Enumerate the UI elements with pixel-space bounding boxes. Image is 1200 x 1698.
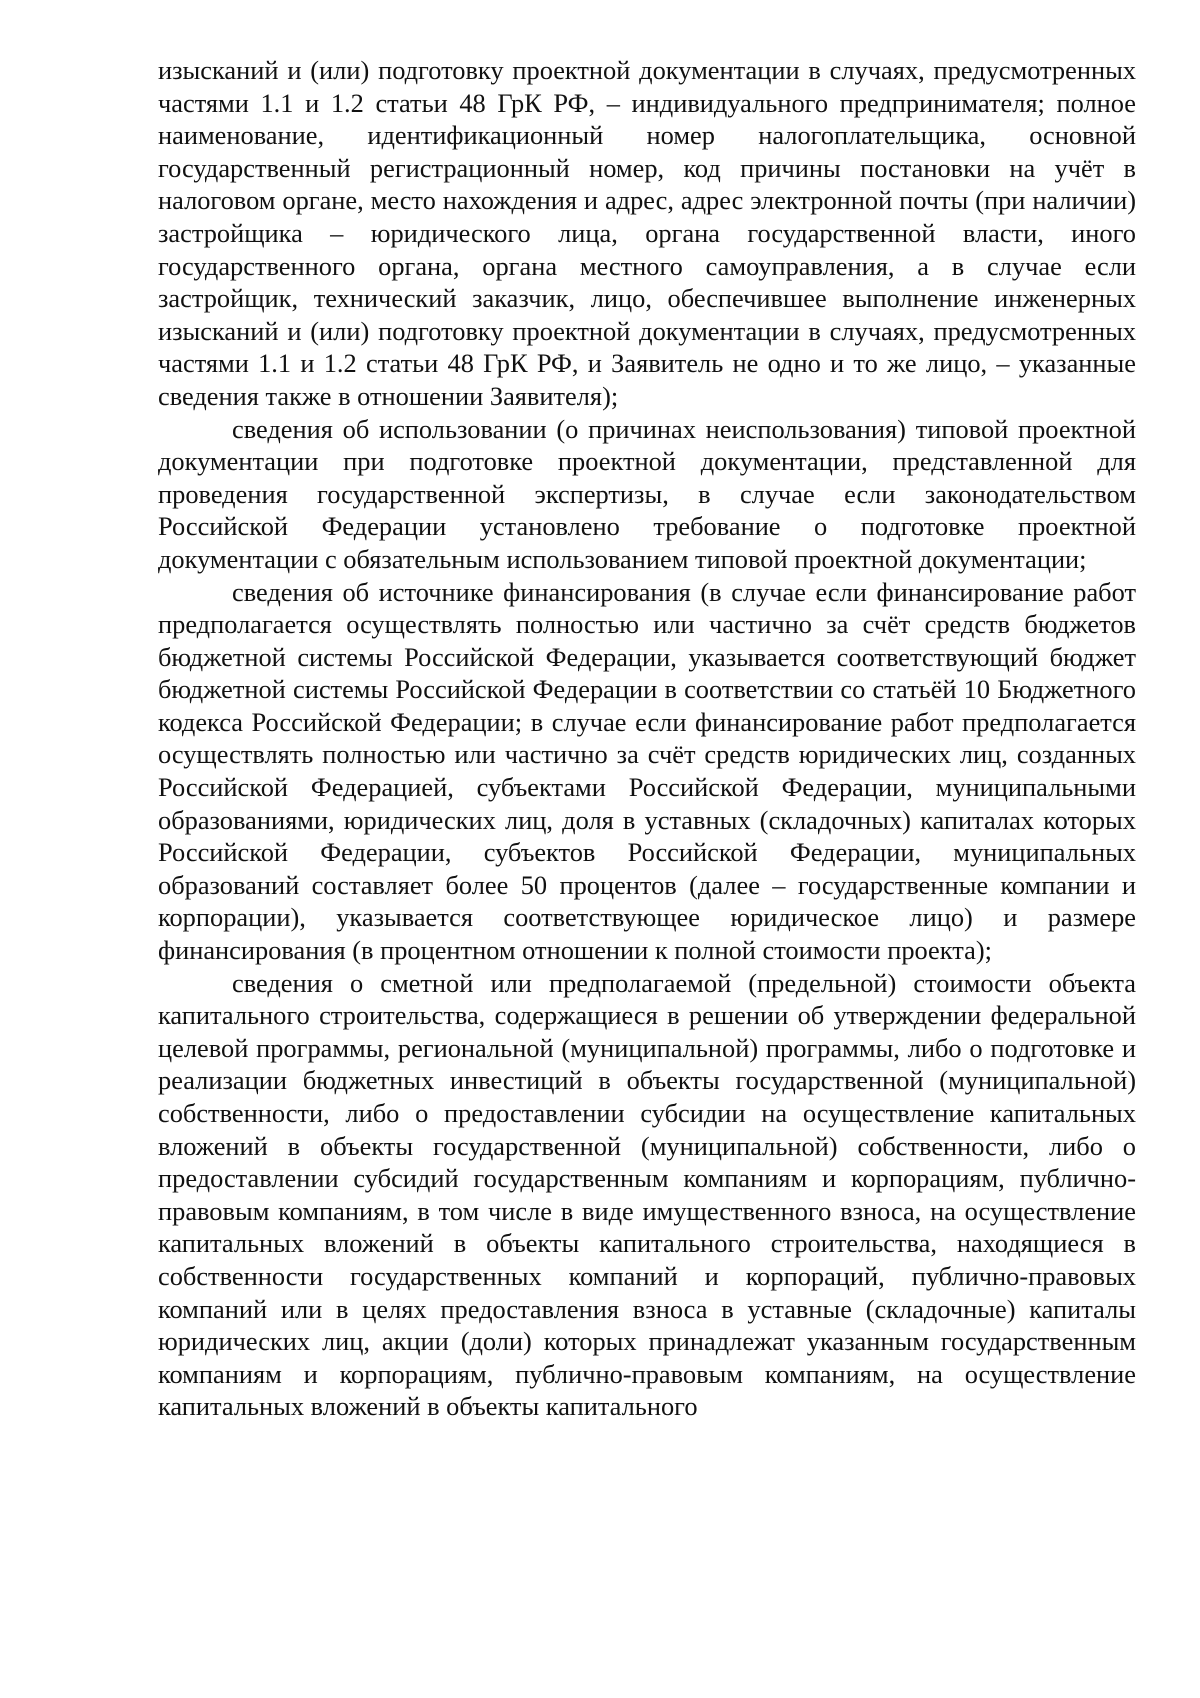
paragraph-estimated-cost: сведения о сметной или предполагаемой (предельной) стоимости объекта капитального строительства, содержащиеся в решении об утверждении федеральной целевой программы, региональной (муниципальной) программы, либо о подготовке и реализации бюджетных инвестиций в объекты государственной (муниципальной) собственности, либо о предоставлении субсидии на осуществление капитальных вложений в объекты государственной (муниципальной) собственности, либо о предоставлении субсидий государственным компаниям и корпорациям, публично-правовым компаниям, в том числе в виде имущественного взноса, на осуществление капитальных вложений в объекты капитального строительства, находящиеся в собственности государственных компаний и корпораций, публично-правовых компаний или в целях предоставления взноса в уставные (складочные) капиталы юридических лиц, акции (доли) которых принадлежат указанным государственным компаниям и корпорациям, публично-правовым компаниям, на осуществление капитальных вложений в объекты капитального xyxy=(158,967,1136,1422)
document-page xyxy=(158,54,1136,1423)
paragraph-continuation: изысканий и (или) подготовку проектной документации в случаях, предусмотренных частями 1.1 и 1.2 статьи 48 ГрК РФ, – индивидуального предпринимателя; полное наименование, идентификационный номер налогоплательщика, основной государственный регистрационный номер, код причины постановки на учёт в налоговом органе, место нахождения и адрес, адрес электронной почты (при наличии) застройщика – юридического лица, органа государственной власти, иного государственного органа, органа местного самоуправления, а в случае если застройщик, технический заказчик, лицо, обеспечившее выполнение инженерных изысканий и (или) подготовку проектной документации в случаях, предусмотренных частями 1.1 и 1.2 статьи 48 ГрК РФ, и Заявитель не одно и то же лицо, – указанные сведения также в отношении Заявителя); xyxy=(158,55,1136,411)
paragraph-typical-documentation: сведения об использовании (о причинах неиспользования) типовой проектной документации при подготовке проектной документации, представленной для проведения государственной экспертизы, в случае если законодательством Российской Федерации установлено требование о подготовке проектной документации с обязательным использованием типовой проектной документации; xyxy=(158,413,1136,574)
paragraph-financing-source: сведения об источнике финансирования (в случае если финансирование работ предполагается осуществлять полностью или частично за счёт средств бюджетов бюджетной системы Российской Федерации, указывается соответствующий бюджет бюджетной системы Российской Федерации в соответствии со статьёй 10 Бюджетного кодекса Российской Федерации; в случае если финансирование работ предполагается осуществлять полностью или частично за счёт средств юридических лиц, созданных Российской Федерацией, субъектами Российской Федерации, муниципальными образованиями, юридических лиц, доля в уставных (складочных) капиталах которых Российской Федерации, субъектов Российской Федерации, муниципальных образований составляет более 50 процентов (далее – государственные компании и корпорации), указывается соответствующее юридическое лицо) и размере финансирования (в процентном отношении к полной стоимости проекта); xyxy=(158,576,1136,966)
